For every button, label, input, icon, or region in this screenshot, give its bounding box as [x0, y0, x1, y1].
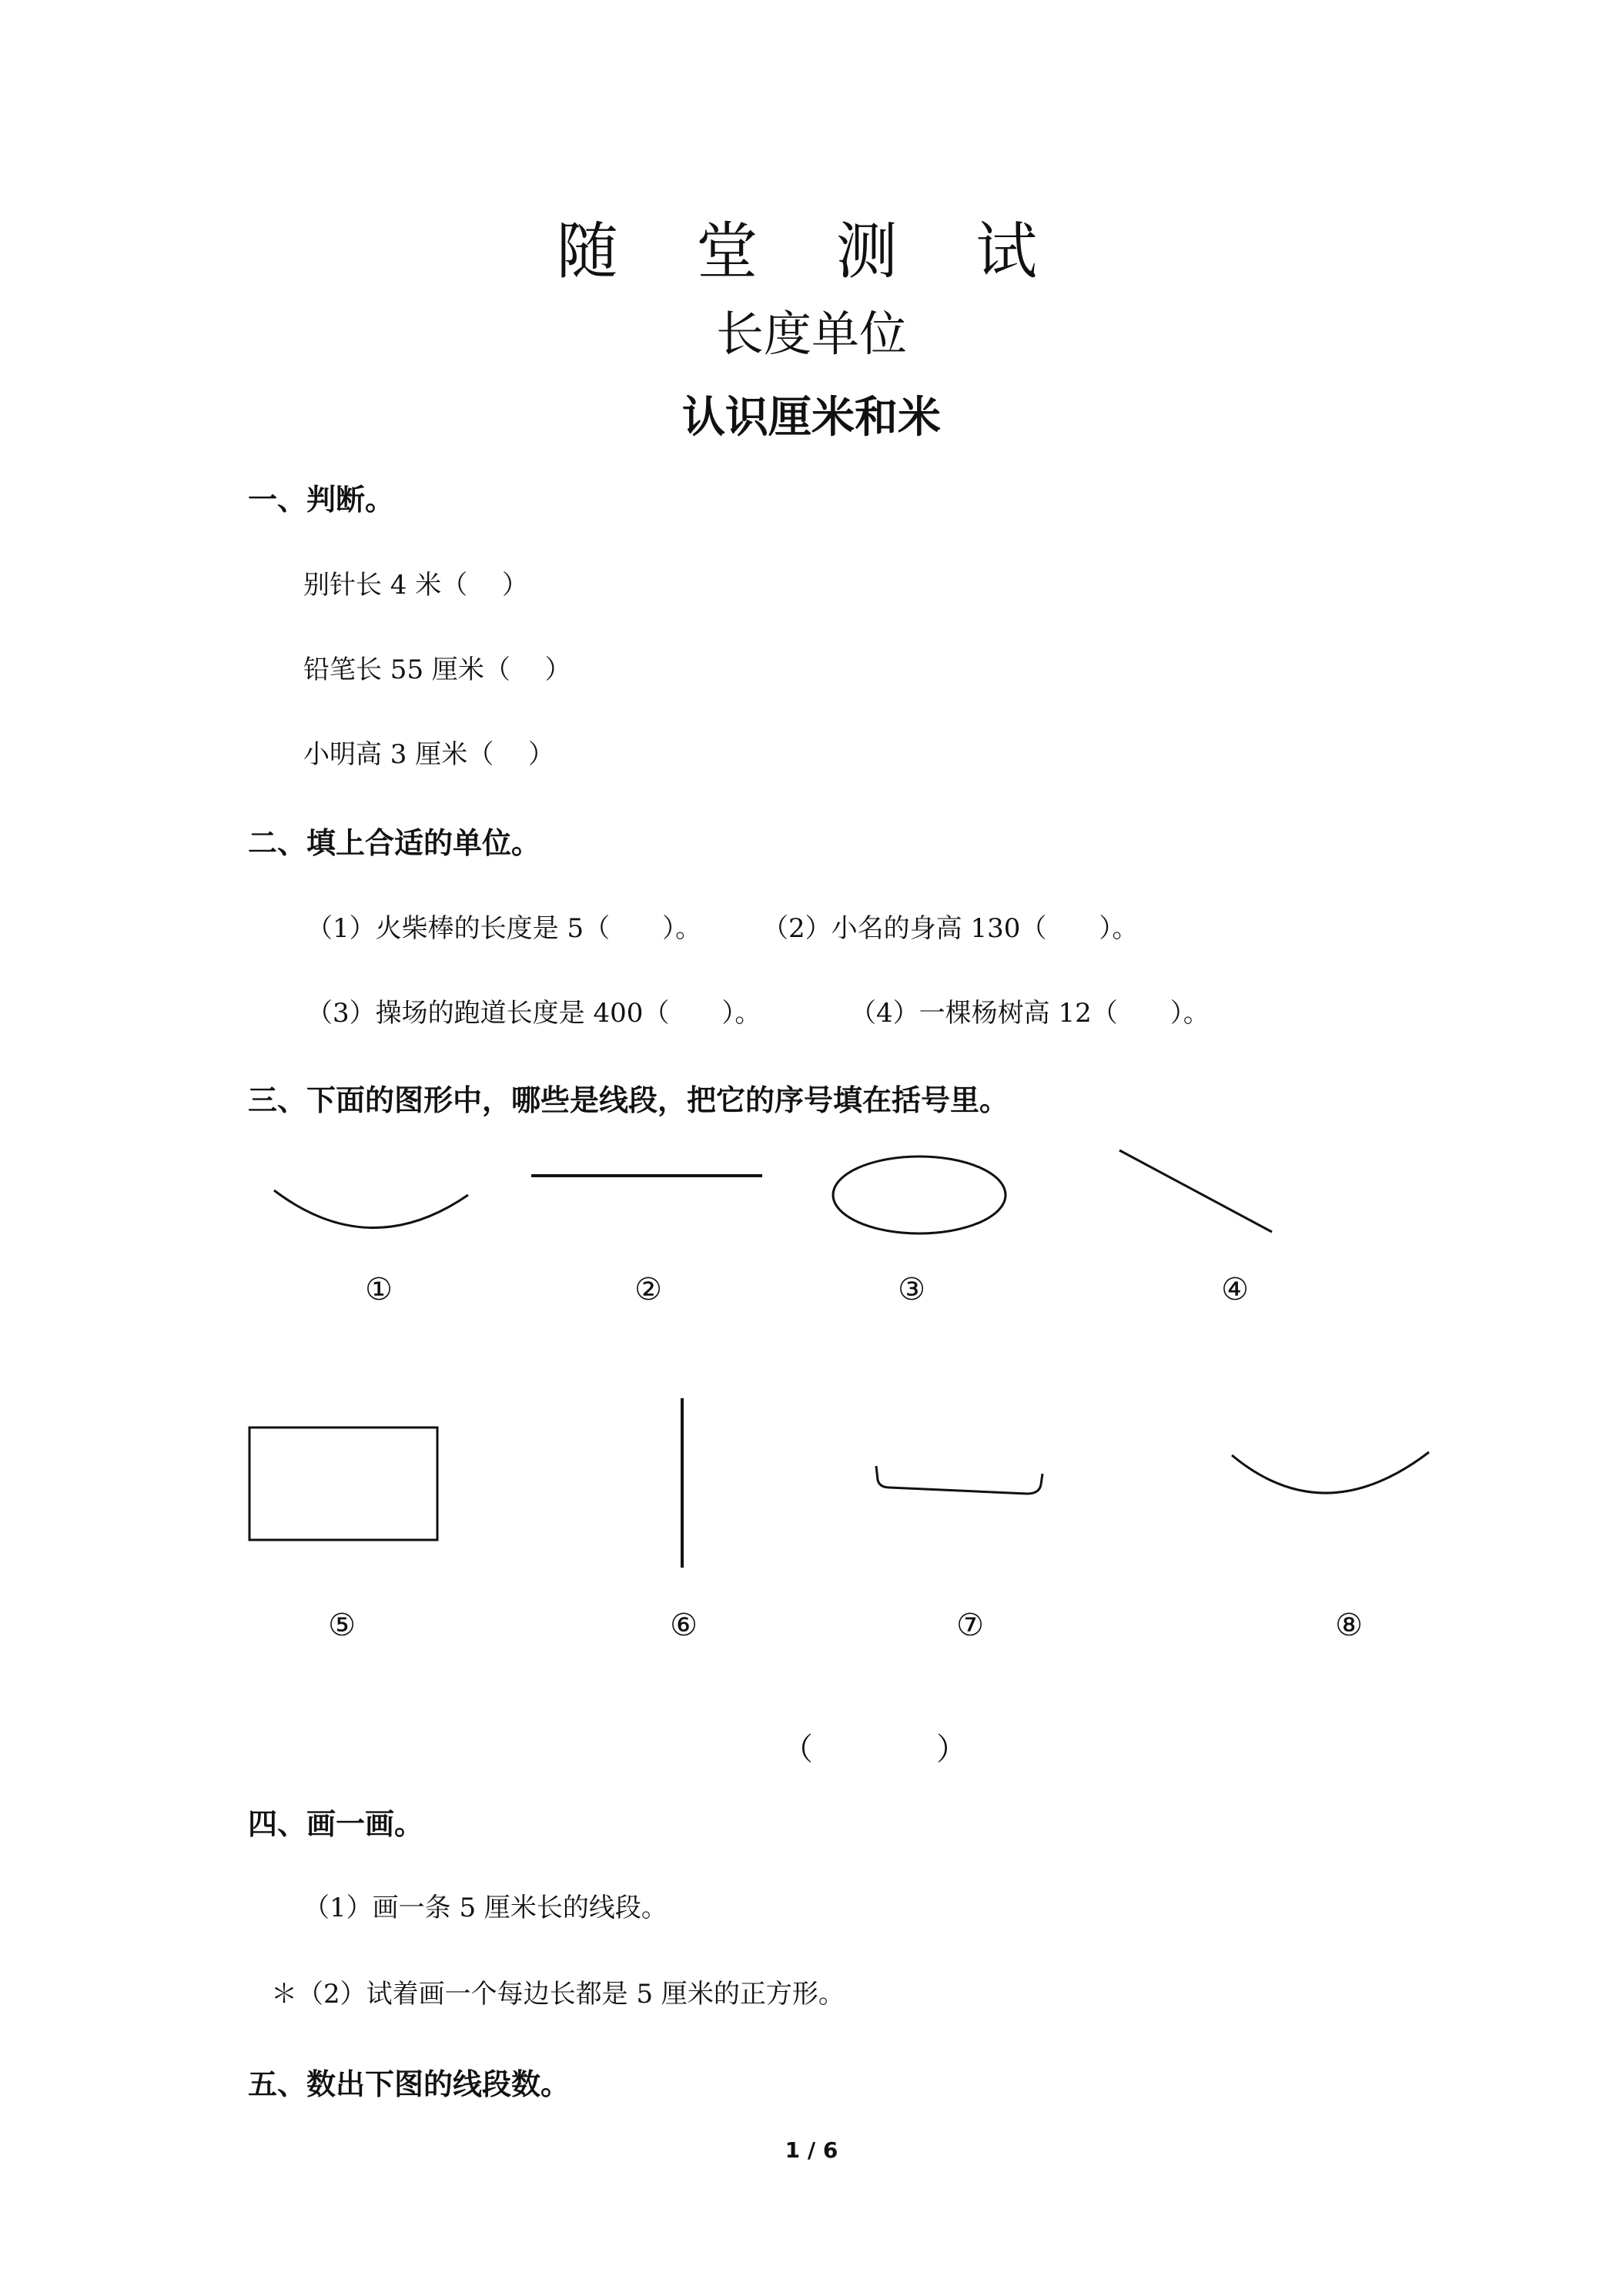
section-2-item-3: （3）操场的跑道长度是 400（ ）。: [306, 998, 761, 1029]
page-title: 随 堂 测 试: [556, 216, 1067, 287]
section-1-item-2: 铅笔长 55 厘米（ ）: [303, 654, 571, 685]
shape-5-rectangle: [249, 1427, 437, 1540]
section-2-heading: 二、填上合适的单位。: [248, 826, 541, 860]
section-5-heading: 五、数出下图的线段数。: [248, 2067, 571, 2101]
shape-3-ellipse: [833, 1156, 1006, 1233]
section-1-item-3: 小明高 3 厘米（ ）: [303, 739, 555, 770]
section-1-heading: 一、判断。: [248, 483, 395, 517]
shape-4-segment: [1119, 1150, 1272, 1232]
section-4-item-1: （1）画一条 5 厘米长的线段。: [303, 1893, 668, 1923]
shape-8-arc: [1232, 1452, 1429, 1493]
figure-label-2: ②: [634, 1272, 662, 1307]
section-3-answer-blank: （ ）: [782, 1732, 967, 1767]
section-2-item-1: （1）火柴棒的长度是 5（ ）。: [306, 913, 702, 944]
section-2-item-4: （4）一棵杨树高 12（ ）。: [850, 998, 1210, 1029]
figure-label-7: ⑦: [956, 1608, 984, 1643]
page-number: 1 / 6: [785, 2137, 838, 2163]
shape-7-curve: [876, 1466, 1042, 1494]
section-2-item-2: （2）小名的身高 130（ ）。: [762, 913, 1139, 944]
figure-label-3: ③: [898, 1272, 925, 1307]
section-4-item-2: ＊（2）试着画一个每边长都是 5 厘米的正方形。: [271, 1979, 845, 2010]
section-3-heading: 三、下面的图形中，哪些是线段，把它的序号填在括号里。: [248, 1083, 1009, 1117]
figure-label-4: ④: [1221, 1272, 1249, 1307]
section-4-heading: 四、画一画。: [248, 1807, 424, 1841]
page-subtitle-lesson: 认识厘米和米: [682, 393, 941, 443]
shape-1-arc: [274, 1190, 468, 1228]
section-1-item-1: 别针长 4 米（ ）: [303, 570, 529, 601]
page-subtitle: 长度单位: [715, 306, 907, 362]
figure-label-6: ⑥: [670, 1608, 698, 1643]
figure-label-5: ⑤: [328, 1608, 356, 1643]
figure-label-8: ⑧: [1335, 1608, 1363, 1643]
figure-label-1: ①: [365, 1272, 393, 1307]
